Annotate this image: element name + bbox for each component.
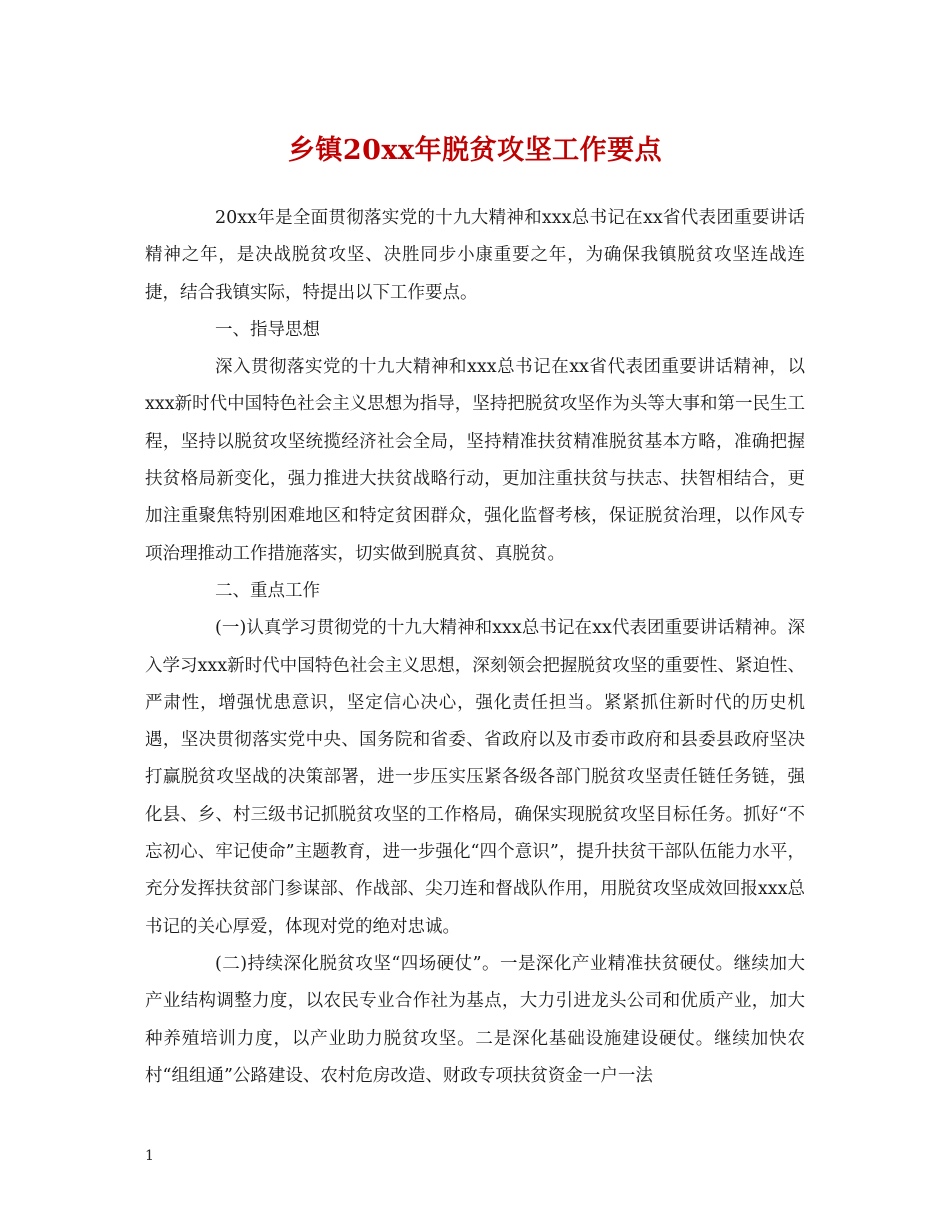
document-title: 乡镇20xx年脱贫攻坚工作要点 xyxy=(287,135,663,166)
section-heading-key-work: 二、重点工作 xyxy=(215,580,320,601)
guiding-ideology-paragraph: 深入贯彻落实党的十九大精神和xxx总书记在xx省代表团重要讲话精神，以xxx新时代中国特色社会主义思想为指导，坚持把脱贫攻坚作为头等大事和第一民生工程，坚持以脱贫攻坚统揽经济社会全局，坚持精准扶贫精准脱贫基本方略，准确把握扶贫格局新变化，强力推进大扶贫战略行动，更加注重扶贫与扶志、扶智相结合，更加注重聚焦特别困难地区和特定贫困群众，强化监督考核，保证脱贫治理，以作风专项治理推动工作措施落实，切实做到脱真贫、真脱贫。 xyxy=(145,357,805,564)
page-number: 1 xyxy=(145,1148,154,1164)
intro-paragraph: 20xx年是全面贯彻落实党的十九大精神和xxx总书记在xx省代表团重要讲话精神之年，是决战脱贫攻坚、决胜同步小康重要之年，为确保我镇脱贫攻坚连战连捷，结合我镇实际，特提出以下工作要点。 xyxy=(145,208,805,303)
key-work-item-2: (二)持续深化脱贫攻坚“四场硬仗”。一是深化产业精准扶贫硬仗。继续加大产业结构调整力度，以农民专业合作社为基点，大力引进龙头公司和优质产业，加大种养殖培训力度，以产业助力脱贫攻坚。二是深化基础设施建设硬仗。继续加快农村“组组通”公路建设、农村危房改造、财政专项扶贫资金一户一法 xyxy=(145,953,805,1086)
section-heading-guiding-ideology: 一、指导思想 xyxy=(215,319,320,340)
document-body xyxy=(145,200,805,1095)
key-work-item-1: (一)认真学习贯彻党的十九大精神和xxx总书记在xx代表团重要讲话精神。深入学习xxx新时代中国特色社会主义思想，深刻领会把握脱贫攻坚的重要性、紧迫性、严肃性，增强忧患意识，坚定信心决心，强化责任担当。紧紧抓住新时代的历史机遇，坚决贯彻落实党中央、国务院和省委、省政府以及市委市政府和县委县政府坚决打赢脱贫攻坚战的决策部署，进一步压实压紧各级各部门脱贫攻坚责任链任务链，强化县、乡、村三级书记抓脱贫攻坚的工作格局，确保实现脱贫攻坚目标任务。抓好“不忘初心、牢记使命”主题教育，进一步强化“四个意识”，提升扶贫干部队伍能力水平，充分发挥扶贫部门参谋部、作战部、尖刀连和督战队作用，用脱贫攻坚成效回报xxx总书记的关心厚爱，体现对党的绝对忠诚。 xyxy=(145,618,805,937)
